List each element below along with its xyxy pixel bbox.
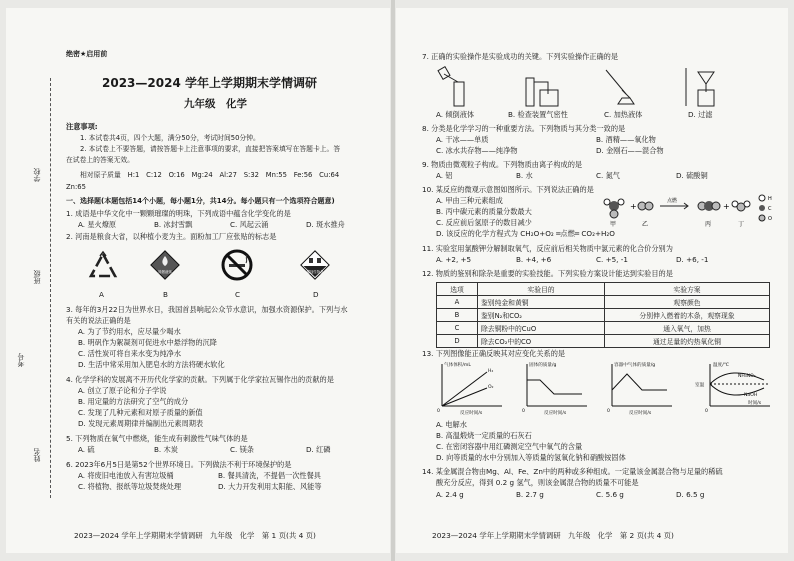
question-3-line: 有关的说法正确的是 bbox=[66, 316, 131, 325]
q10-label-jia: 甲 bbox=[610, 221, 617, 228]
q8-option-d: D. 金刚石——混合物 bbox=[596, 146, 664, 155]
q9-option-b: B. 水 bbox=[516, 171, 533, 180]
graph-c-xlabel: 反应时间/s bbox=[629, 411, 652, 416]
gas-tightness-sketch bbox=[526, 78, 558, 106]
subject-title: 九年级 化学 bbox=[184, 98, 247, 110]
q10-arrow-label: 点燃 bbox=[667, 198, 678, 204]
q9-option-c: C. 氮气 bbox=[596, 171, 620, 180]
q13-option-b: B. 高温煅烧一定质量的石灰石 bbox=[436, 431, 532, 440]
graph-b-ylabel: 固体的质量/g bbox=[529, 363, 557, 368]
q14-option-a: A. 2.4 g bbox=[436, 490, 464, 499]
q9-option-a: A. 铝 bbox=[436, 171, 453, 180]
label-exam-no: 考号 bbox=[17, 353, 25, 367]
q1-option-b: B. 冰封雪飘 bbox=[154, 220, 193, 229]
svg-text:+: + bbox=[723, 202, 730, 211]
question-8: 8. 分类是化学学习的一种重要方法。下列物质与其分类一致的是 bbox=[422, 124, 626, 133]
secret-mark: 绝密★启用前 bbox=[66, 50, 108, 58]
q13-option-c: C. 在密闭容器中用红磷测定空气中氧气的含量 bbox=[436, 442, 583, 451]
graph-d-series-nh4no3: NH₄NO₃ bbox=[738, 374, 756, 379]
binding-margin bbox=[6, 8, 62, 553]
q6-option-a: A. 将废旧电池放入有害垃圾桶 bbox=[78, 471, 174, 480]
page-footer: 2023—2024 学年上学期期末学情调研 九年级 化学 第 1 页(共 4 页) bbox=[74, 531, 316, 540]
question-9: 9. 物质由微观粒子构成。下列物质由离子构成的是 bbox=[422, 160, 583, 169]
question-1: 1. 成语是中华文化中一颗颗璀璨的明珠，下列成语中蕴含化学变化的是 bbox=[66, 209, 291, 218]
molecule-jia bbox=[604, 199, 624, 218]
question-6: 6. 2023年6月5日是第52个世界环境日。下列做法不利于环境保护的是 bbox=[66, 460, 292, 469]
q10-option-b: B. 丙中碳元素的质量分数最大 bbox=[436, 207, 532, 216]
flammable-liquid-icon bbox=[148, 248, 182, 282]
question-14-line: 酸充分反应，得到 0.2 g 氢气，则该金属混合物的质量不可能是 bbox=[436, 478, 639, 487]
table-cell: 除去CO₂中的CO bbox=[478, 335, 605, 348]
page-title: 2023—2024 学年上学期期末学情调研 bbox=[102, 76, 317, 90]
table-cell: 通过足量的灼热氧化铜 bbox=[605, 335, 770, 348]
graph-a-origin: 0 bbox=[437, 409, 440, 414]
q8-option-a: A. 干冰——单质 bbox=[436, 135, 489, 144]
table-cell: 除去铜粉中的CuO bbox=[478, 322, 605, 335]
question-2: 2. 河南是粮食大省，以种植小麦为主。面粉加工厂应张贴的标志是 bbox=[66, 232, 277, 241]
question-14-line: 14. 某金属混合物由Mg、Al、Fe、Zn中的两种或多种组成。一定量该金属混合物与足量的稀硫 bbox=[422, 467, 723, 476]
q10-label-bing: 丙 bbox=[705, 221, 712, 228]
q11-option-c: C. +5, -1 bbox=[596, 255, 628, 264]
q6-option-b: B. 餐具清洗，不提倡一次性餐具 bbox=[218, 471, 321, 480]
graph-c bbox=[607, 361, 672, 416]
q6-option-d: D. 大力开发利用太阳能、风能等 bbox=[218, 482, 322, 491]
q10-option-a: A. 甲由三种元素组成 bbox=[436, 196, 503, 205]
q8-option-b: B. 酒精——氧化物 bbox=[596, 135, 656, 144]
q4-option-d: D. 发现元素周期律并编制出元素周期表 bbox=[78, 419, 204, 428]
q13-option-a: A. 电解水 bbox=[436, 420, 467, 429]
graph-d-xlabel: 时间/s bbox=[748, 401, 762, 406]
graph-d-origin: 0 bbox=[705, 409, 708, 414]
q13-graphs bbox=[432, 360, 772, 418]
q10-legend bbox=[759, 195, 772, 222]
page-fold bbox=[391, 0, 395, 561]
graph-a-ylabel: 气体体积/mL bbox=[444, 363, 471, 368]
corrosive-text: 腐蚀性物品 bbox=[306, 270, 324, 274]
graph-a-xlabel: 反应时间/s bbox=[460, 411, 483, 416]
graph-c-origin: 0 bbox=[607, 409, 610, 414]
graph-d-room-temp: 室温 bbox=[695, 383, 705, 388]
table-header: 实验目的 bbox=[478, 283, 605, 296]
q2-label-a: A bbox=[99, 290, 104, 299]
graph-b-xlabel: 反应时间/s bbox=[544, 411, 567, 416]
page-footer: 2023—2024 学年上学期期末学情调研 九年级 化学 第 2 页(共 4 页) bbox=[432, 531, 674, 540]
atomic-masses: 相对原子质量 H:1 C:12 O:16 Mg:24 Al:27 S:32 Mn:55 Fe:56 Cu:64 bbox=[80, 171, 340, 179]
q14-option-c: C. 5.6 g bbox=[596, 490, 624, 499]
table-cell: C bbox=[437, 322, 478, 335]
question-11: 11. 实验室用氯酸钾分解制取氧气，反应前后相关物质中氯元素的化合价分别为 bbox=[422, 244, 673, 253]
q10-label-yi: 乙 bbox=[642, 221, 649, 228]
table-row bbox=[437, 322, 770, 335]
exam-page-1 bbox=[6, 8, 390, 553]
corrosive-icon bbox=[298, 248, 332, 282]
question-3-line: 3. 每年的3月22日为世界水日，我国首县响起公众节水意识，加强水资源保护。下列与水 bbox=[66, 305, 348, 314]
q11-option-b: B. +4, +6 bbox=[516, 255, 552, 264]
q10-label-ding: 丁 bbox=[738, 221, 745, 228]
q14-option-d: D. 6.5 g bbox=[676, 490, 705, 499]
q3-option-a: A. 为了节约用水，应尽量少喝水 bbox=[78, 327, 181, 336]
table-row bbox=[437, 309, 770, 322]
legend-c: C bbox=[768, 206, 772, 212]
q1-option-a: A. 星火燎原 bbox=[78, 220, 117, 229]
q10-option-d: D. 该反应的化学方程式为 CH₂O+O₂ ═点燃═ CO₂+H₂O bbox=[436, 229, 615, 238]
legend-o: O bbox=[768, 216, 772, 222]
q6-option-c: C. 将植物、报纸等垃圾焚烧处理 bbox=[78, 482, 182, 491]
q4-option-a: A. 创立了原子论和分子学说 bbox=[78, 386, 167, 395]
heating-liquid-sketch bbox=[606, 70, 634, 104]
molecule-bing bbox=[698, 201, 720, 211]
q2-label-d: D bbox=[313, 290, 319, 299]
graph-b bbox=[522, 361, 587, 416]
graph-a-series-o2: O₂ bbox=[488, 385, 494, 390]
q5-option-a: A. 硫 bbox=[78, 445, 95, 454]
q11-option-d: D. +6, -1 bbox=[676, 255, 709, 264]
label-class: 班级 bbox=[33, 270, 41, 284]
atomic-masses-2: Zn:65 bbox=[66, 183, 86, 191]
graph-a bbox=[437, 361, 502, 416]
filtration-sketch bbox=[686, 68, 714, 106]
table-cell: 分别伸入燃着的木条，观察现象 bbox=[605, 309, 770, 322]
q7-option-a: A. 倾倒液体 bbox=[436, 110, 475, 119]
q4-option-c: C. 发现了几种元素和对原子质量的新值 bbox=[78, 408, 203, 417]
question-12: 12. 物质的鉴别和除杂是重要的实验技能。下列实验方案设计能达到实验目的是 bbox=[422, 269, 673, 278]
q5-option-c: C. 镁条 bbox=[230, 445, 254, 454]
notice-line: 2. 本试卷上不要答题，请按答题卡上注意事项的要求，直接把答案填写在答题卡上。答 bbox=[80, 145, 341, 153]
question-4: 4. 化学学科的发展离不开历代化学家的贡献。下列属于化学家拉瓦锡作出的贡献的是 bbox=[66, 375, 334, 384]
graph-d-ylabel: 温度/℃ bbox=[713, 363, 729, 368]
label-name: 姓名 bbox=[33, 448, 41, 462]
graph-d-series-naoh: NaOH bbox=[744, 393, 758, 398]
q1-option-d: D. 斑水推舟 bbox=[306, 220, 345, 229]
q3-option-d: D. 生活中常采用加入肥皂水的方法将硬水软化 bbox=[78, 360, 225, 369]
q3-option-c: C. 活性炭可将自来水变为纯净水 bbox=[78, 349, 182, 358]
cut-line bbox=[50, 78, 51, 498]
table-cell: B bbox=[437, 309, 478, 322]
exam-page-2 bbox=[396, 8, 788, 553]
table-header-row bbox=[437, 283, 770, 296]
molecule-ding bbox=[732, 201, 750, 211]
graph-a-series-h2: H₂ bbox=[488, 369, 494, 374]
q10-option-c: C. 反应前后氢原子的数目减少 bbox=[436, 218, 532, 227]
table-header: 实验方案 bbox=[605, 283, 770, 296]
q5-option-d: D. 红磷 bbox=[306, 445, 331, 454]
question-13: 13. 下列图像能正确反映其对应变化关系的是 bbox=[422, 349, 566, 358]
table-cell: 通入氧气，加热 bbox=[605, 322, 770, 335]
q13-option-d: D. 向等质量的水中分别加入等质量的氢氧化钠和硝酸铵固体 bbox=[436, 453, 626, 462]
graph-b-origin: 0 bbox=[522, 409, 525, 414]
notice-line: 在试卷上的答案无效。 bbox=[66, 156, 134, 164]
no-smoking-icon bbox=[220, 248, 254, 282]
graph-c-ylabel: 容器中气体的质量/g bbox=[614, 363, 656, 368]
notice-title: 注意事项: bbox=[66, 122, 98, 131]
pouring-liquid-sketch bbox=[438, 67, 464, 106]
q11-option-a: A. +2, +5 bbox=[436, 255, 472, 264]
question-7: 7. 正确的实验操作是实验成功的关键。下列实验操作正确的是 bbox=[422, 52, 619, 61]
question-10: 10. 某反应的微观示意图如图所示。下列说法正确的是 bbox=[422, 185, 594, 194]
q7-option-b: B. 检查装置气密性 bbox=[508, 110, 568, 119]
notice-line: 1. 本试卷共4页，四个大题，满分50分，考试时间50分钟。 bbox=[80, 134, 260, 142]
question-5: 5. 下列物质在氧气中燃烧，能生成有刺激性气味气体的是 bbox=[66, 434, 248, 443]
table-cell: 鉴别N₂和CO₂ bbox=[478, 309, 605, 322]
table-cell: A bbox=[437, 296, 478, 309]
table-cell: 观察颜色 bbox=[605, 296, 770, 309]
table-row bbox=[437, 335, 770, 348]
label-school: 学校 bbox=[33, 168, 41, 182]
q10-molecule-figure bbox=[602, 192, 782, 230]
q1-option-c: C. 风起云涌 bbox=[230, 220, 269, 229]
q2-label-c: C bbox=[235, 290, 241, 299]
q9-option-d: D. 硫酸铜 bbox=[676, 171, 708, 180]
graph-d bbox=[695, 361, 770, 414]
q12-table bbox=[436, 282, 770, 348]
flammable-liquid-text: 易燃液体 bbox=[157, 270, 173, 274]
q4-option-b: B. 用定量的方法研究了空气的成分 bbox=[78, 397, 189, 406]
table-header: 选项 bbox=[437, 283, 478, 296]
legend-h: H bbox=[768, 196, 772, 202]
table-row bbox=[437, 296, 770, 309]
q7-apparatus-figure bbox=[436, 64, 736, 110]
q2-label-b: B bbox=[163, 290, 168, 299]
svg-text:+: + bbox=[630, 202, 637, 211]
molecule-yi bbox=[638, 202, 653, 210]
q14-option-b: B. 2.7 g bbox=[516, 490, 544, 499]
table-cell: D bbox=[437, 335, 478, 348]
q8-option-c: C. 冰水共存物——纯净物 bbox=[436, 146, 518, 155]
section-1-heading: 一、选择题(本题包括14个小题，每小题1分，共14分。每小题只有一个选项符合题意) bbox=[66, 197, 335, 205]
q7-option-c: C. 加热液体 bbox=[604, 110, 643, 119]
q7-option-d: D. 过滤 bbox=[688, 110, 713, 119]
q5-option-b: B. 木炭 bbox=[154, 445, 178, 454]
table-cell: 鉴别纯金和黄铜 bbox=[478, 296, 605, 309]
recycle-icon bbox=[86, 250, 120, 284]
q3-option-b: B. 明矾作为絮凝剂可促进水中悬浮物的沉降 bbox=[78, 338, 217, 347]
